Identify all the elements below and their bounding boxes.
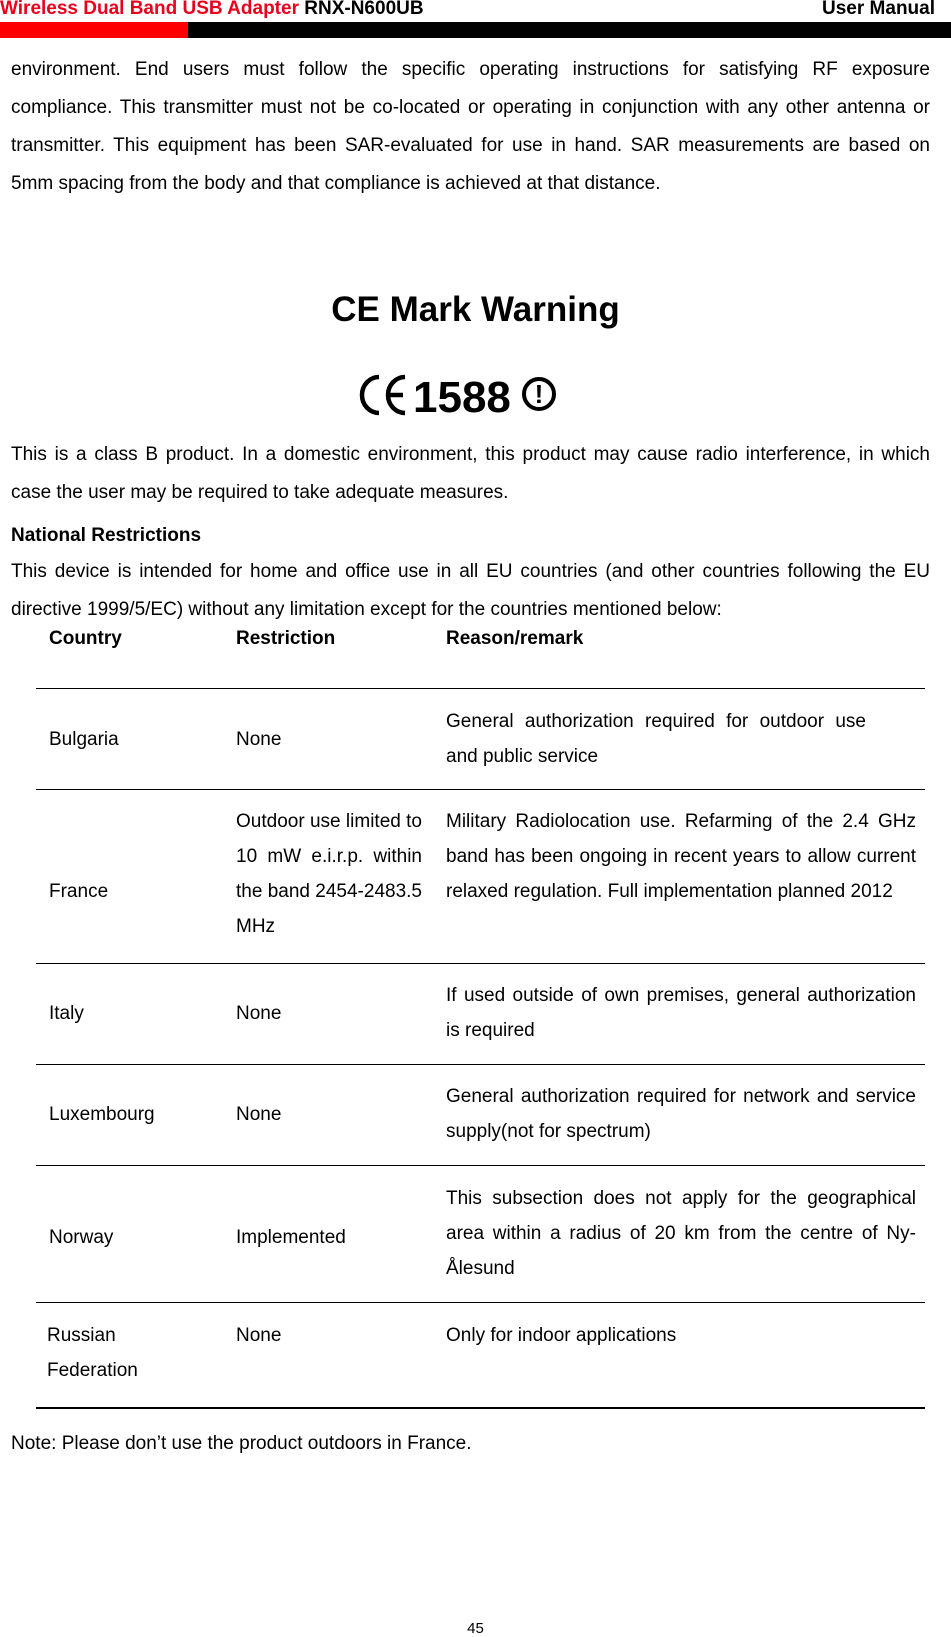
header-product-title xyxy=(0,0,424,20)
cell-country: Bulgaria xyxy=(49,729,119,750)
header-manual-label: User Manual xyxy=(822,0,935,19)
national-restrictions-title: National Restrictions xyxy=(11,525,202,546)
cell-country: France xyxy=(49,881,109,902)
cell-country: Italy xyxy=(49,1003,84,1024)
ce-mark-logo xyxy=(355,372,595,418)
header-bar-red xyxy=(0,22,188,38)
ce-icon xyxy=(362,377,405,413)
section-title: CE Mark Warning xyxy=(331,290,620,329)
cell-reason: General authorization required for network and service supply(not for spectrum) xyxy=(446,1086,916,1142)
table-divider xyxy=(36,1064,925,1065)
cell-reason: If used outside of own premises, general authorization is required xyxy=(446,985,916,1041)
cell-restriction: None xyxy=(236,1003,282,1024)
table-divider xyxy=(36,963,925,964)
national-restrictions-text: This device is intended for home and office use in all EU countries (and other countries following the EU directive 1999/5/EC) without any limitation except for the countries mentioned below: xyxy=(11,561,930,620)
cell-restriction: Implemented xyxy=(236,1227,346,1248)
table-bottom-border xyxy=(36,1407,925,1409)
table-divider xyxy=(36,688,925,689)
cell-restriction: None xyxy=(236,729,282,750)
col-header-country: Country xyxy=(49,628,122,649)
class-b-paragraph: This is a class B product. In a domestic environment, this product may cause radio interference, in which case the user may be required to take adequate measures. xyxy=(11,444,930,503)
cell-reason: Only for indoor applications xyxy=(446,1325,677,1346)
col-header-restriction: Restriction xyxy=(236,628,336,649)
page-header xyxy=(0,0,951,22)
alert-icon xyxy=(524,379,554,409)
alert-symbol: ! xyxy=(534,379,544,409)
cell-restriction: None xyxy=(236,1325,282,1346)
header-bar-black xyxy=(188,22,951,38)
cell-country: Russian Federation xyxy=(47,1325,138,1381)
cell-restriction: None xyxy=(236,1104,282,1125)
table-divider xyxy=(36,1165,925,1166)
cell-reason: Military Radiolocation use. Refarming of the 2.4 GHz band has been ongoing in recent years to allow current relaxed regulation. Full implementation planned 2012 xyxy=(446,811,916,902)
note-text: Note: Please don’t use the product outdoors in France. xyxy=(11,1433,472,1454)
col-header-reason: Reason/remark xyxy=(446,628,584,649)
cell-reason: This subsection does not apply for the geographical area within a radius of 20 km from the centre of Ny-Ålesund xyxy=(446,1188,916,1279)
page-number: 45 xyxy=(467,1620,484,1637)
ce-notified-body-number: 1588 xyxy=(413,373,511,418)
header-title: Wireless Dual Band USB Adapter xyxy=(0,0,299,19)
cell-reason: General authorization required for outdoor use and public service xyxy=(446,711,866,767)
intro-paragraph: environment. End users must follow the specific operating instructions for satisfying RF exposure compliance. This transmitter must not be co-located or operating in conjunction with any other antenna or transmitter. This equipment has been SAR-evaluated for use in hand. SAR measurements are based on 5mm spacing from the body and that compliance is achieved at that distance. xyxy=(11,59,930,194)
header-model: RNX-N600UB xyxy=(304,0,424,19)
table-divider xyxy=(36,789,925,790)
cell-country: Norway xyxy=(49,1227,114,1248)
cell-restriction: Outdoor use limited to 10 mW e.i.r.p. within the band 2454-2483.5 MHz xyxy=(236,811,422,937)
table-divider xyxy=(36,1302,925,1303)
cell-country: Luxembourg xyxy=(49,1104,155,1125)
